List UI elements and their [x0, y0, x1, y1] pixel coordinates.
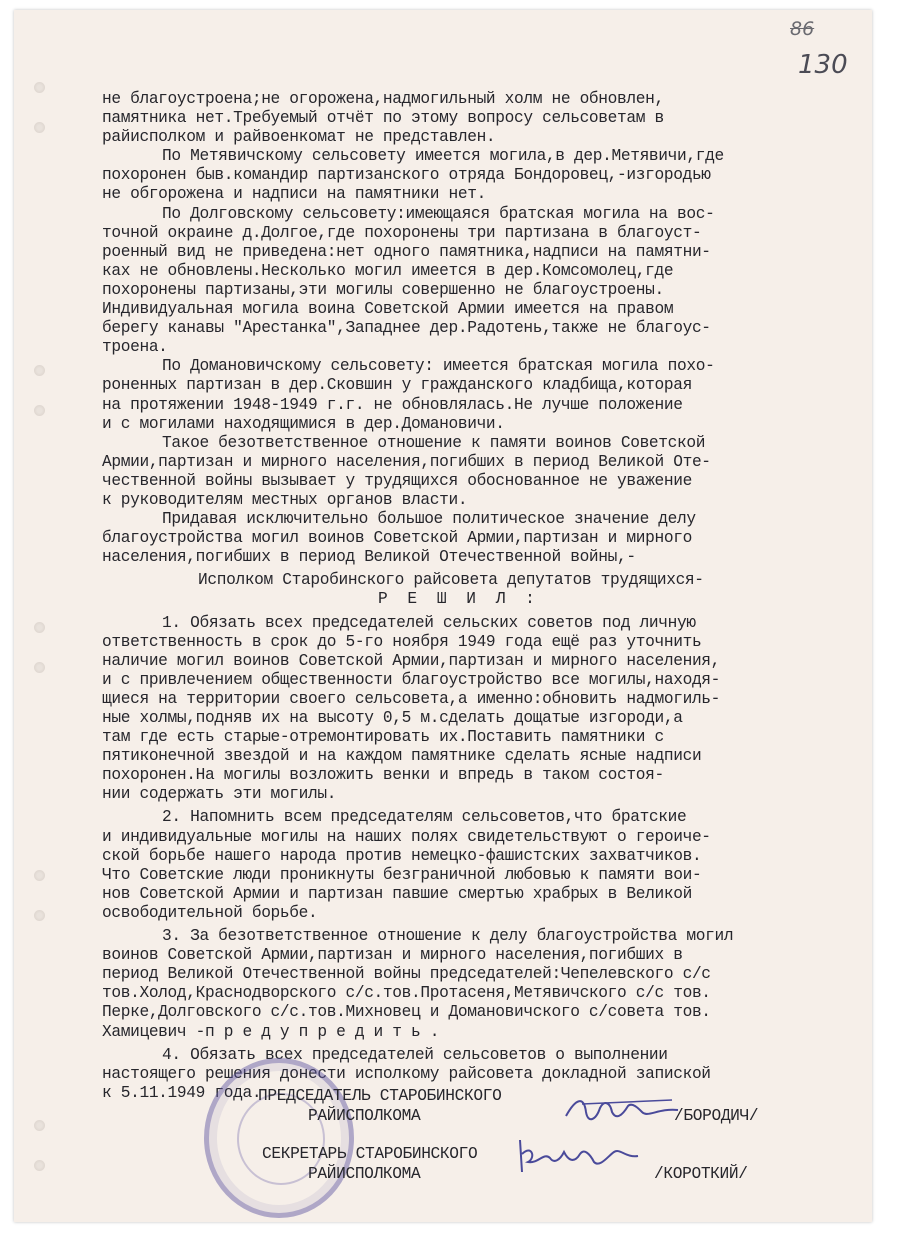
binding-hole	[34, 1160, 45, 1171]
text-line: и индивидуальные могилы на наших полях свидетельствуют о героиче-	[102, 827, 711, 846]
text-line: чественной войны вызывает у трудящихся обоснованное не уважение	[102, 471, 692, 490]
text-line: По Метявичскому сельсовету имеется могила,в дер.Метявичи,где	[162, 147, 724, 166]
text-line: Такое безответственное отношение к памяти воинов Советской	[162, 433, 706, 452]
text-line: и с привлечением общественности благоустройство все могилы,находя-	[102, 670, 721, 689]
document-body	[102, 90, 862, 1103]
text-line: Р Е Ш И Л :	[378, 590, 540, 609]
text-line: настоящего решения донести исполкому райсовета докладной запиской	[102, 1064, 711, 1083]
chairman-handwritten-signature	[562, 1090, 682, 1130]
text-line: 2. Напомнить всем председателям сельсоветов,что братские	[162, 808, 687, 827]
binding-hole	[34, 1120, 45, 1131]
binding-hole	[34, 365, 45, 376]
text-line: нов Советской Армии и партизан павшие смертью храбрых в Великой	[102, 884, 692, 903]
text-line: не благоустроена;не огорожена,надмогильный холм не обновлен,	[102, 90, 664, 108]
text-line: пятиконечной звездой и на каждом памятнике сделать ясные надписи	[102, 747, 702, 766]
text-line: Хамицевич -п р е д у п р е д и т ь .	[102, 1022, 440, 1041]
text-line: 3. За безответственное отношение к делу благоустройства могил	[162, 927, 734, 946]
text-line: к 5.11.1949 года.	[102, 1083, 262, 1102]
text-line: Что Советские люди проникнуты безграничной любовью к памяти вои-	[102, 865, 702, 884]
text-line: воинов Советской Армии,партизан и мирного населения,погибших в	[102, 946, 683, 965]
text-line: Исполком Старобинского райсовета депутатов трудящихся-	[198, 571, 704, 590]
chairman-name: /БОРОДИЧ/	[674, 1107, 759, 1125]
text-line: наличие могил воинов Советской Армии,партизан и мирного населения,	[102, 651, 721, 670]
text-line: Индивидуальная могила воина Советской Армии имеется на правом	[102, 300, 674, 319]
archive-number-old: 86	[790, 18, 815, 40]
text-line: точной окраине д.Долгое,где похоронены три партизана в благоуст-	[102, 223, 702, 242]
text-line: роненных партизан в дер.Сковшин у гражданского кладбища,которая	[102, 376, 692, 395]
binding-hole	[34, 870, 45, 881]
binding-hole	[34, 622, 45, 633]
binding-hole	[34, 662, 45, 673]
text-line: благоустройства могил воинов Советской Армии,партизан и мирного	[102, 529, 692, 548]
secretary-name: /КОРОТКИЙ/	[654, 1165, 748, 1183]
text-line: Перке,Долговского с/с.тов.Михновец и Домановичского с/совета тов.	[102, 1003, 711, 1022]
text-line: к руководителям местных органов власти.	[102, 490, 468, 509]
text-line: троена.	[102, 338, 168, 357]
text-line: освободительной борьбе.	[102, 903, 318, 922]
text-line: щиеся на территории своего сельсовета,а именно:обновить надмогиль-	[102, 689, 721, 708]
text-line: роенный вид не приведена:нет одного памятника,надписи на памятни-	[102, 242, 711, 261]
text-line: По Домановичскому сельсовету: имеется братская могила похо-	[162, 357, 715, 376]
chairman-title-line2: РАЙИСПОЛКОМА	[308, 1107, 421, 1125]
text-line: памятника нет.Требуемый отчёт по этому вопросу сельсоветам в	[102, 109, 664, 128]
binding-hole	[34, 82, 45, 93]
text-line: на протяжении 1948-1949 г.г. не обновлялась.Не лучше положение	[102, 395, 683, 414]
binding-hole	[34, 910, 45, 921]
text-line: ках не обновлены.Несколько могил имеется в дер.Комсомолец,где	[102, 261, 674, 280]
secretary-handwritten-signature	[514, 1134, 644, 1178]
text-line: не обгорожена и надписи на памятники нет.	[102, 185, 486, 204]
text-line: тов.Холод,Краснодворского с/с.тов.Протасеня,Метявичского с/с тов.	[102, 984, 711, 1003]
text-line: и с могилами находящимися в дер.Домановичи.	[102, 414, 505, 433]
text-line: похоронен быв.командир партизанского отряда Бондоровец,-изгородью	[102, 166, 711, 185]
text-line: ской борьбе нашего народа против немецко-фашистских захватчиков.	[102, 846, 702, 865]
binding-hole	[34, 405, 45, 416]
secretary-title-line2: РАЙИСПОЛКОМА	[308, 1165, 421, 1183]
text-line: населения,погибших в период Великой Отечественной войны,-	[102, 548, 636, 567]
text-line: Придавая исключительно большое политическое значение делу	[162, 510, 696, 529]
text-line: похоронен.На могилы возложить венки и впредь в таком состоя-	[102, 766, 664, 785]
text-line: там где есть старые-отремонтировать их.Поставить памятники с	[102, 728, 664, 747]
document-page	[14, 10, 872, 1222]
text-line: ные холмы,подняв их на высоту 0,5 м.сделать дощатые изгороди,а	[102, 709, 683, 727]
text-line: берегу канавы "Арестанка",Западнее дер.Радотень,также не благоус-	[102, 319, 711, 338]
text-line: похоронены партизаны,эти могилы совершенно не благоустроены.	[102, 280, 664, 299]
official-seal-stamp	[204, 1058, 354, 1218]
chairman-title-line1: ПРЕДСЕДАТЕЛЬ СТАРОБИНСКОГО	[258, 1087, 502, 1105]
text-line: райисполком и райвоенкомат не представлен.	[102, 128, 496, 147]
text-line: Армии,партизан и мирного населения,погибших в период Великой Оте-	[102, 452, 711, 471]
secretary-title-line1: СЕКРЕТАРЬ СТАРОБИНСКОГО	[262, 1145, 478, 1163]
text-line: 1. Обязать всех председателей сельских советов под личную	[162, 613, 696, 632]
text-line: период Великой Отечественной войны председателей:Чепелевского с/с	[102, 965, 711, 984]
text-line: 4. Обязать всех председателей сельсоветов о выполнении	[162, 1045, 668, 1064]
binding-hole	[34, 122, 45, 133]
text-line: нии содержать эти могилы.	[102, 785, 337, 804]
archive-number-new: 130	[798, 50, 848, 80]
text-line: По Долговскому сельсовету:имеющаяся братская могила на вос-	[162, 204, 715, 223]
text-line: ответственность в срок до 5-го ноября 1949 года ещё раз уточнить	[102, 632, 702, 651]
